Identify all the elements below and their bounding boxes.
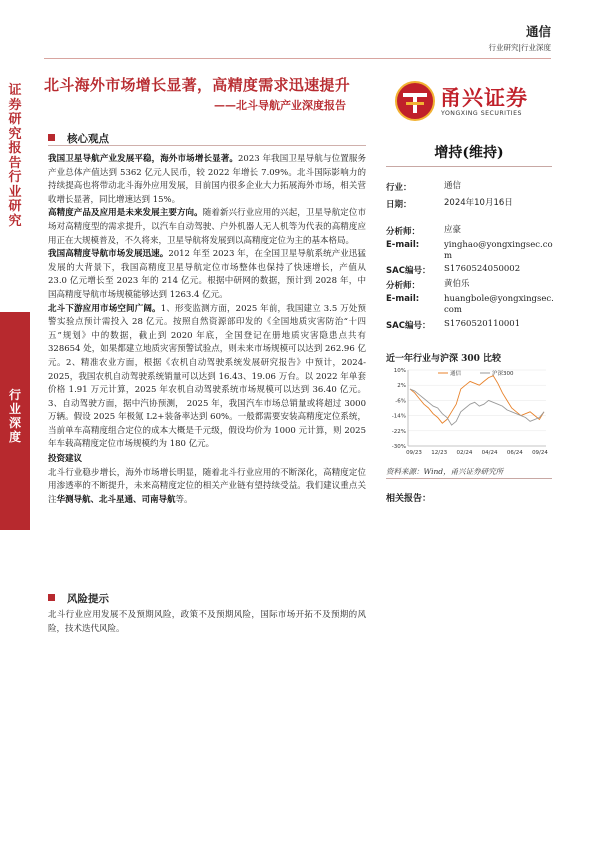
chart-series-line-sector xyxy=(410,376,544,424)
paragraph-industry: 我国卫星导航产业发展平稳，海外市场增长显著。2023 年我国卫星导航与位置服务产业总体产值达到 5362 亿元人民币，较 2022 年增长 7.09%。北斗国际影响力的持续提高也将带动北斗海外应用发展，目前国内很多企业大力拓展海外市场，相关营收增长显著，同比增速达到 15%。 xyxy=(48,154,366,205)
chart-source: 资料来源：Wind，甬兴证券研究所 xyxy=(386,467,504,476)
paragraph-market: 我国高精度导航市场发展迅速。2012 年至 2023 年，在全国卫星导航系统产业迅猛发展的大背景下，我国高精度卫星导航定位市场整体也保持了快速增长，产值从 23.0 亿元增长至 2023 年的 214 亿元。根据中研网的数据，预计到 2028 年，中国高精度导航市场规模能够达到 1263.4 亿元。 xyxy=(48,249,366,300)
chart-x-tick-label: 04/24 xyxy=(481,450,498,456)
invest-heading: 投资建议 xyxy=(48,454,83,465)
source-divider xyxy=(386,478,552,479)
square-bullet-icon xyxy=(48,594,55,601)
core-viewpoints xyxy=(48,153,366,507)
square-bullet-icon xyxy=(48,134,55,141)
chart-y-tick-label: -30% xyxy=(391,444,406,450)
chart-x-tick-label: 09/23 xyxy=(406,450,422,456)
paragraph-invest: 北斗行业稳步增长，海外市场增长明显，随着北斗行业应用的不断深化，高精度定位用渗透率的不断提升，未来高精度定位的相关产业链有望持续受益。我们建议重点关注华测导航、北斗星通、司南导航等。 xyxy=(48,467,366,505)
rating-divider xyxy=(386,166,552,167)
chart-series-line-index xyxy=(410,389,544,425)
header-report-type: 行业研究|行业深度 xyxy=(488,43,551,52)
section-risk-heading: 风险提示 xyxy=(48,591,109,606)
paragraph-risk: 北斗行业应用发展不及预期风险，政策不及预期风险，国际市场开拓不及预期的风险，技术迭代风险。 xyxy=(48,610,366,634)
chart-y-tick-label: -14% xyxy=(391,413,406,420)
chart-x-tick-label: 02/24 xyxy=(456,450,473,456)
chart-y-tick-label: 10% xyxy=(393,368,406,374)
chart-legend-label: 沪深300 xyxy=(492,371,514,377)
report-subtitle: ——北斗导航产业深度报告 xyxy=(214,99,346,112)
rating-label: 增持(维持) xyxy=(434,145,504,161)
side-label-research: 证券研究报告 行业研究 xyxy=(8,83,22,229)
logo-mark-icon xyxy=(394,80,436,122)
section-divider xyxy=(48,145,366,146)
section-core-heading: 核心观点 xyxy=(48,131,109,146)
side-band-label: 行业深度 xyxy=(8,388,21,444)
chart-y-tick-label: 2% xyxy=(397,383,406,390)
company-logo xyxy=(394,80,554,122)
chart-y-tick-label: -22% xyxy=(391,428,406,435)
header-sector: 通信 xyxy=(525,24,551,39)
paragraph-high-precision: 高精度产品及应用是未来发展主要方向。随着新兴行业应用的兴起，卫星导航定位市场对高精度型的需求提升，以汽车自动驾驶、户外机器人无人机等为代表的高精度应用正在大规模普及，不久将来，卫星导航将发展到以高精度定位为主的基本格局。 xyxy=(48,208,366,246)
chart-x-tick-label: 12/23 xyxy=(431,450,448,456)
chart-y-tick-label: -6% xyxy=(395,398,406,405)
related-reports-label: 相关报告： xyxy=(386,494,432,504)
chart-x-tick-label: 09/24 xyxy=(532,450,548,456)
logo-text-cn: 甬兴证券 xyxy=(440,86,528,110)
chart-legend-label: 通信 xyxy=(450,371,462,377)
header-divider xyxy=(44,58,551,59)
chart-x-tick-label: 06/24 xyxy=(506,450,523,456)
performance-chart xyxy=(386,364,552,460)
logo-text-en: YONGXING SECURITIES xyxy=(441,110,522,117)
report-title: 北斗海外市场增长显著，高精度需求迅速提升 xyxy=(44,76,351,94)
paragraph-downstream: 北斗下游应用市场空间广阔。1、形变监测方面，2025 年前，我国建立 3.5 万处预警实验点预计需投入 28 亿元。按照自然资源部印发的《全国地质灾害防治“十四五”规划》中的数据，截止到 2020 年底，全国登记在册地质灾害隐患点共有 328654 处，如果都建立地质灾害预警试验点，则未来市场规模可以达到 262.96 亿元。2、精准农业方面，根据《农机自动驾驶系统发展研究报告》中预计，2024-2025，我国农机自动驾驶系统销量可以达到 16.43、19.06 万台。以 2022 年单套价格 1.91 万元计算，2025 年农机自动驾驶系统市场规模可以达到 36.40 亿元。3、自动驾驶方面，据中汽协预测， 2025 年，我国汽车市场总销量或将超过 3000 万辆。假设 2025 年极氪 L2+装备率达到 60%。一般都需要安装高精度定位系统，当前单车高精度组合定位的成本大概是千元级，假设均价为 1000 元计算，则 2025 年车载高精度定位市场规模约为 180 亿元。 xyxy=(48,303,366,450)
performance-chart-title: 近一年行业与沪深 300 比较 xyxy=(386,354,502,364)
